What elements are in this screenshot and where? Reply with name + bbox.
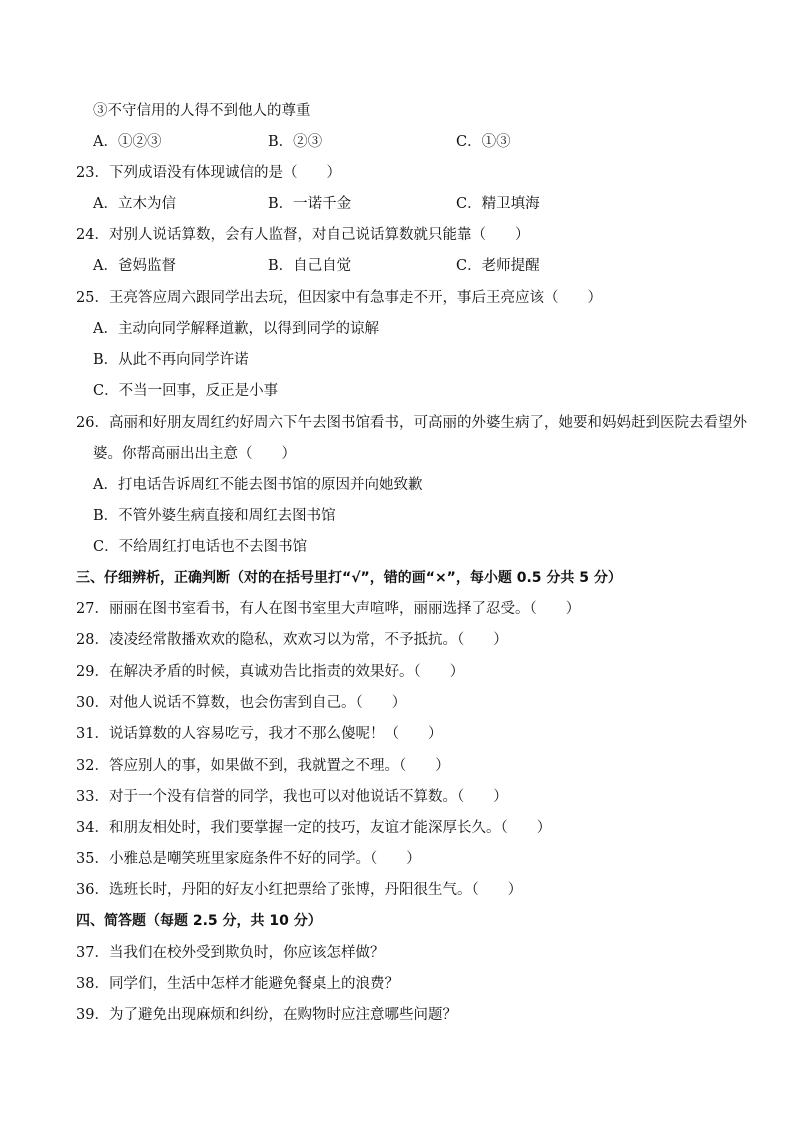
q29-stem: 29．在解决矛盾的时候，真诚劝告比指责的效果好。（ ） — [76, 664, 465, 680]
q33-stem: 33．对于一个没有信誉的同学，我也可以对他说话不算数。（ ） — [76, 789, 508, 805]
q24-stem: 24．对别人说话算数，会有人监督，对自己说话算数就只能靠（ ） — [76, 227, 530, 243]
q31-stem: 31．说话算数的人容易吃亏，我才不那么傻呢！（ ） — [76, 726, 443, 742]
q36-stem: 36．选班长时，丹阳的好友小红把票给了张博，丹阳很生气。（ ） — [76, 882, 523, 898]
q24-option-a: A．爸妈监督 — [93, 258, 176, 274]
section-3-title: 三、仔细辨析，正确判断（对的在括号里打“√”，错的画“×”，每小题 0.5 分共 5 分） — [76, 570, 622, 586]
q25-option-a: A．主动向同学解释道歉，以得到同学的谅解 — [93, 321, 379, 337]
q27-stem: 27．丽丽在图书室看书，有人在图书室里大声喧哗，丽丽选择了忍受。（ ） — [76, 601, 581, 617]
q26-option-b: B．不管外婆生病直接和周红去图书馆 — [93, 508, 336, 524]
q26-option-c: C．不给周红打电话也不去图书馆 — [93, 539, 308, 555]
q23-stem: 23．下列成语没有体现诚信的是（ ） — [76, 165, 341, 181]
q22-option-c: C．①③ — [456, 134, 511, 150]
q25-option-c: C．不当一回事，反正是小事 — [93, 383, 279, 399]
q34-stem: 34．和朋友相处时，我们要掌握一定的技巧，友谊才能深厚长久。（ ） — [76, 820, 552, 836]
q24-option-b: B．自己自觉 — [268, 258, 352, 274]
q39-stem: 39．为了避免出现麻烦和纠纷，在购物时应注意哪些问题？ — [76, 1007, 457, 1023]
q24-option-c: C．老师提醒 — [456, 258, 540, 274]
q23-option-c: C．精卫填海 — [456, 196, 540, 212]
q26-option-a: A．打电话告诉周红不能去图书馆的原因并向她致歉 — [93, 477, 423, 493]
q38-stem: 38．同学们，生活中怎样才能避免餐桌上的浪费？ — [76, 976, 399, 992]
q28-stem: 28．凌凌经常散播欢欢的隐私，欢欢习以为常，不予抵抗。（ ） — [76, 632, 508, 648]
q26-stem-line-2: 婆。你帮高丽出出主意（ ） — [93, 446, 296, 462]
q22-option-b: B．②③ — [268, 134, 323, 150]
q32-stem: 32．答应别人的事，如果做不到，我就置之不理。（ ） — [76, 758, 450, 774]
q23-option-a: A．立木为信 — [93, 196, 176, 212]
q23-option-b: B．一诺千金 — [268, 196, 352, 212]
q25-stem: 25．王亮答应周六跟同学出去玩，但因家中有急事走不开，事后王亮应该（ ） — [76, 290, 602, 306]
q26-stem-line-1: 26．高丽和好朋友周红约好周六下午去图书馆看书，可高丽的外婆生病了，她要和妈妈赶到医院去看望外 — [76, 415, 747, 431]
section-4-title: 四、简答题（每题 2.5 分，共 10 分） — [76, 913, 322, 929]
q35-stem: 35．小雅总是嘲笑班里家庭条件不好的同学。（ ） — [76, 851, 421, 867]
q37-stem: 37．当我们在校外受到欺负时，你应该怎样做？ — [76, 945, 385, 961]
q22-option-a: A．①②③ — [93, 134, 162, 150]
q30-stem: 30．对他人说话不算数，也会伤害到自己。（ ） — [76, 695, 407, 711]
q25-option-b: B．从此不再向同学许诺 — [93, 352, 249, 368]
q22-item-3: ③不守信用的人得不到他人的尊重 — [93, 103, 311, 119]
